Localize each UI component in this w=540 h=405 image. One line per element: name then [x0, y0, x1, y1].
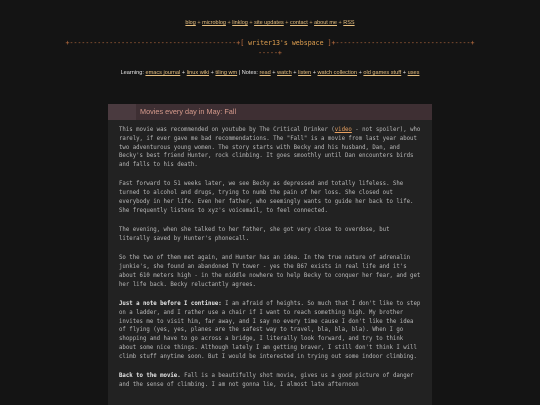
- post-paragraph: [119, 126, 423, 170]
- nav-separator: +: [249, 20, 253, 26]
- learning-notes-row: Learning: emacs journal + linux wiki + tiling wm | Notes: read + watch + listen + watch collection + old games stuff + uses: [120, 70, 420, 76]
- nav-microblog-link[interactable]: microblog: [202, 20, 226, 26]
- watch-collection-link[interactable]: watch collection: [317, 70, 358, 76]
- nav-linklog-link[interactable]: linklog: [232, 20, 248, 26]
- post-paragraph: So the two of them met again, and Hunter has an idea. In the true nature of adrenalin junkie's, she found an abandoned TV tower - yes the B67 exists in real life and it's about 610 meters high - in the middle nowhere to help Becky to conquer her fear, and get her life back. Becky reluctantly agrees.: [119, 255, 421, 288]
- read-link[interactable]: read: [259, 70, 271, 76]
- tiling-wm-link[interactable]: tiling wm: [215, 70, 238, 76]
- blog-post: [108, 104, 432, 405]
- post-paragraph: The evening, when she talked to her father, she got very close to overdose, but literally saved by Hunter's phonecall.: [119, 227, 390, 242]
- emacs-journal-link[interactable]: emacs journal: [145, 70, 181, 76]
- post-header: [108, 104, 432, 120]
- post-bold-text: Just a note before I continue:: [119, 300, 222, 307]
- notes-label: | Notes:: [238, 70, 258, 76]
- post-paragraph: [119, 300, 423, 362]
- post-bold-text: Back to the movie.: [119, 373, 181, 380]
- nav-separator: +: [338, 20, 342, 26]
- nav-about-me-link[interactable]: about me: [314, 20, 337, 26]
- nav-site-updates-link[interactable]: site updates: [254, 20, 284, 26]
- banner-line-1: [0, 38, 540, 48]
- watch-link[interactable]: watch: [277, 70, 292, 76]
- nav-blog-link[interactable]: blog: [185, 20, 196, 26]
- nav-rss-link[interactable]: RSS: [343, 20, 355, 26]
- post-text: Fall is a beautifully shot movie, gives us a good picture of danger and the sense of climbing. I am not gonna lie, I almost late afternoon: [119, 373, 414, 388]
- banner-line-2: -----+: [258, 49, 282, 57]
- post-title: Movies every day in May: Fall: [140, 107, 237, 116]
- linux-wiki-link[interactable]: linux wiki: [186, 70, 210, 76]
- nav-contact-link[interactable]: contact: [290, 20, 308, 26]
- site-title: writer13's webspace: [248, 39, 324, 47]
- post-paragraph: [119, 372, 423, 390]
- post-text: This movie was recommended on youtube by The Critical Drinker (: [119, 127, 335, 133]
- post-text: I am afraid of heights. So much that I don't like to step on a ladder, and I rather use a chair if I want to reach something high. My brother invites me to visit him, far away, and I say no every time cause I don't like the idea of flying (yes, yes, planes are the safest way to travel, bla, bla, bla). When I go shopping and have to go across a bridge, I literally look forward, and try to think about some nice things. Although lately I am getting braver, I still don't think I will climb stuff anytime soon. But I would be interested in trying out some indoor climbing.: [119, 300, 421, 360]
- learning-label: Learning:: [120, 70, 144, 76]
- banner-dashes-right: ]+----------------------------------+: [323, 39, 475, 47]
- uses-link[interactable]: uses: [407, 70, 420, 76]
- banner-dashes-left: +------------------------------------------+[: [65, 39, 249, 47]
- site-banner: [0, 38, 540, 58]
- nav-separator: +: [227, 20, 231, 26]
- post-header-tab: [108, 104, 136, 120]
- nav-separator: +: [285, 20, 289, 26]
- old-games-stuff-link[interactable]: old games stuff: [363, 70, 402, 76]
- nav-separator: +: [197, 20, 201, 26]
- top-navigation: [0, 20, 540, 26]
- post-body: [119, 126, 423, 400]
- post-paragraph: Fast forward to 51 weeks later, we see Becky as depressed and totally lifeless. She turned to alcohol and drugs, trying to numb the pain of her loss. She closed out everybody in her life. Even her father, who seemingly wants to guide her back to life. She frequently listens to xyz's voicemail, to feel connected.: [119, 181, 414, 214]
- nav-separator: +: [309, 20, 313, 26]
- listen-link[interactable]: listen: [298, 70, 312, 76]
- video-link[interactable]: video: [334, 127, 352, 133]
- post-text: - not spoiler), who rarely, if ever gave me bad recommendations. The "Fall" is a movie from last year about two adventurous young women. The story starts with Becky and his husband, Dan, and Becky's best friend Hunter, rock climbing. It goes smoothly until Dan encounters birds and falls to his death.: [119, 127, 421, 169]
